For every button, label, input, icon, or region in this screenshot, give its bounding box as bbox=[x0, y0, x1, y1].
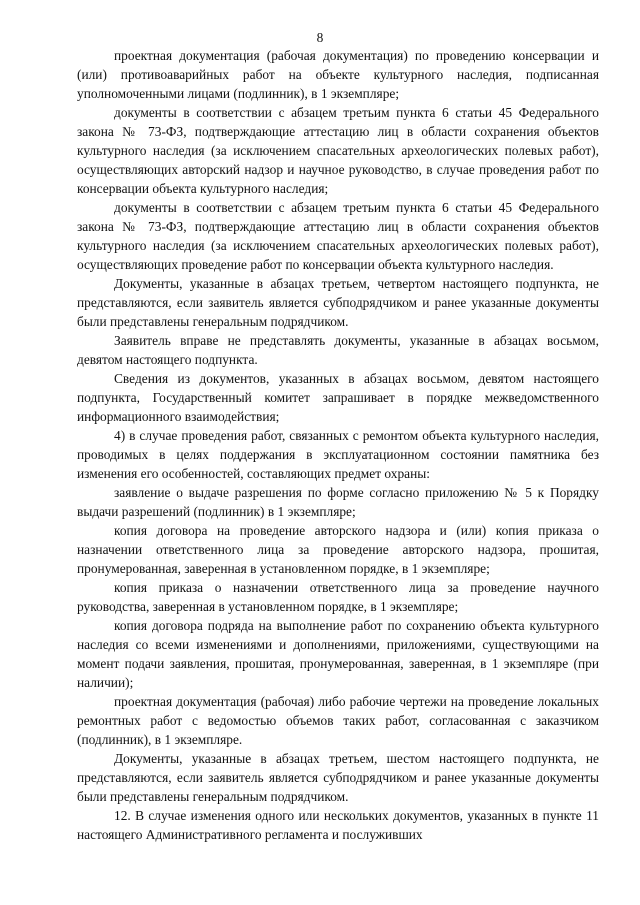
document-body bbox=[77, 46, 599, 844]
paragraph: проектная документация (рабочая документация) по проведению консервации и (или) противоаварийных работ на объекте культурного наследия, подписанная уполномоченными лицами (подлинник), в 1 экземпляре; bbox=[77, 48, 599, 101]
paragraph: 4) в случае проведения работ, связанных с ремонтом объекта культурного наследия, проводимых в целях поддержания в эксплуатационном состоянии памятника без изменения его особенностей, составляющих предмет охраны: bbox=[77, 428, 599, 481]
paragraph: документы в соответствии с абзацем третьим пункта 6 статьи 45 Федерального закона № 73-ФЗ, подтверждающие аттестацию лиц в области сохранения объектов культурного наследия (за исключением спасательных археологических полевых работ), осуществляющих проведение работ по консервации объекта культурного наследия. bbox=[77, 200, 599, 272]
paragraph: Документы, указанные в абзацах третьем, шестом настоящего подпункта, не представляются, если заявитель является субподрядчиком и ранее указанные документы были представлены генеральным подрядчиком. bbox=[77, 751, 599, 804]
paragraph: копия договора подряда на выполнение работ по сохранению объекта культурного наследия со всеми изменениями и дополнениями, приложениями, существующими на момент подачи заявления, прошитая, пронумерованная, заверенная, в 1 экземпляре (при наличии); bbox=[77, 618, 599, 690]
page-number: 8 bbox=[316, 30, 324, 45]
paragraph: заявление о выдаче разрешения по форме согласно приложению № 5 к Порядку выдачи разрешений (подлинник) в 1 экземпляре; bbox=[77, 485, 599, 519]
paragraph: Заявитель вправе не представлять документы, указанные в абзацах восьмом, девятом настоящего подпункта. bbox=[77, 333, 599, 367]
paragraph: проектная документация (рабочая) либо рабочие чертежи на проведение локальных ремонтных работ с ведомостью объемов таких работ, согласованная с заказчиком (подлинник), в 1 экземпляре. bbox=[77, 694, 599, 747]
paragraph: 12. В случае изменения одного или нескольких документов, указанных в пункте 11 настоящего Административного регламента и послуживших bbox=[77, 808, 599, 842]
paragraph: копия договора на проведение авторского надзора и (или) копия приказа о назначении ответственного лица за проведение авторского надзора, прошитая, пронумерованная, заверенная в установленном порядке, в 1 экземпляре; bbox=[77, 523, 599, 576]
paragraph: копия приказа о назначении ответственного лица за проведение научного руководства, заверенная в установленном порядке, в 1 экземпляре; bbox=[77, 580, 599, 614]
paragraph: документы в соответствии с абзацем третьим пункта 6 статьи 45 Федерального закона № 73-ФЗ, подтверждающие аттестацию лиц в области сохранения объектов культурного наследия (за исключением спасательных археологических полевых работ), осуществляющих авторский надзор и научное руководство, в случае проведения работ по консервации объекта культурного наследия; bbox=[77, 105, 599, 196]
paragraph: Документы, указанные в абзацах третьем, четвертом настоящего подпункта, не представляются, если заявитель является субподрядчиком и ранее указанные документы были представлены генеральным подрядчиком. bbox=[77, 276, 599, 329]
paragraph: Сведения из документов, указанных в абзацах восьмом, девятом настоящего подпункта, Государственный комитет запрашивает в порядке межведомственного информационного взаимодействия; bbox=[77, 371, 599, 424]
